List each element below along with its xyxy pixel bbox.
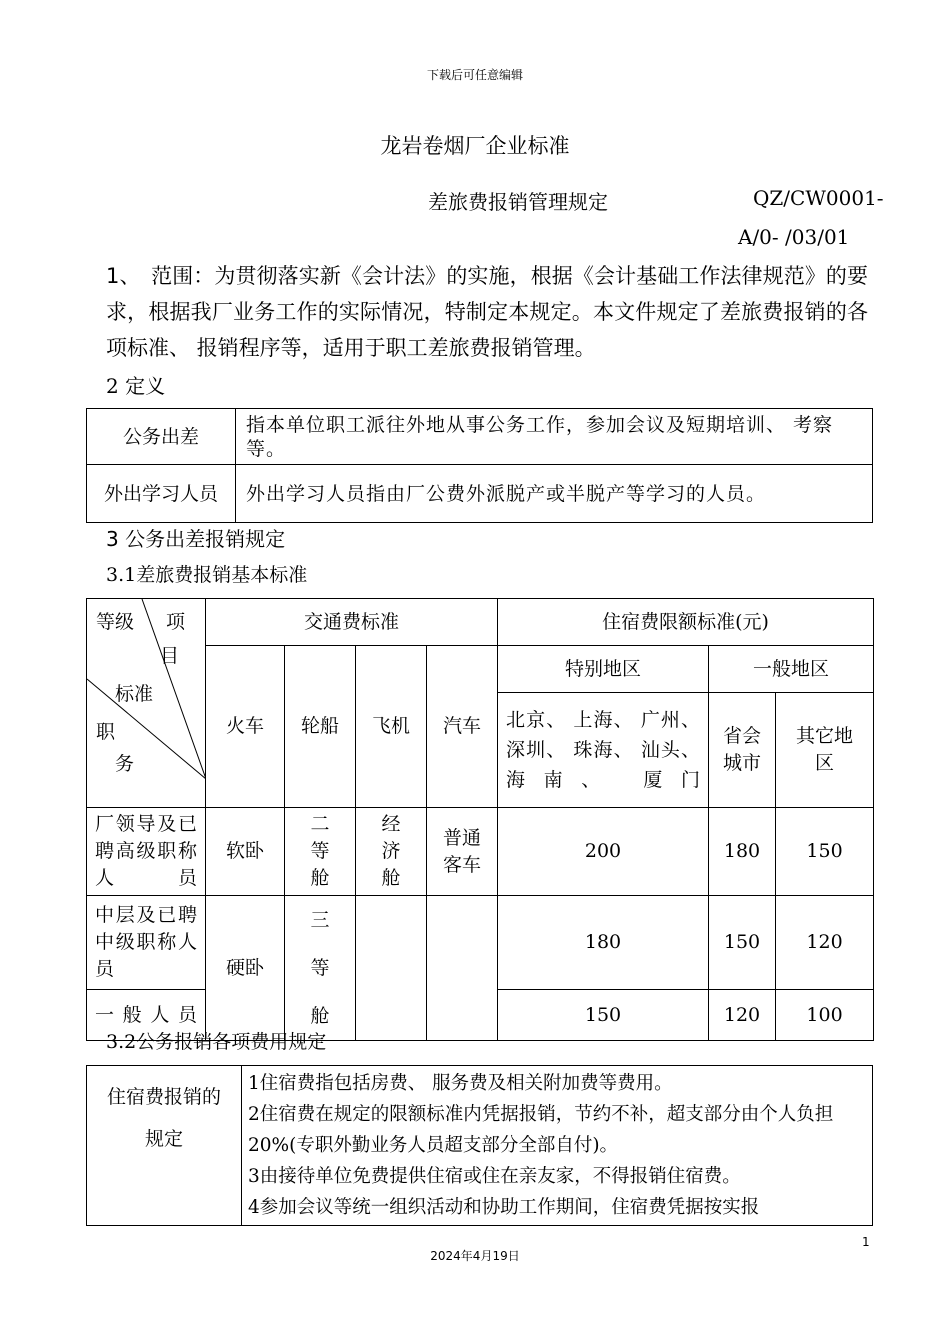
row-duty: 厂领导及已聘高级职称人员 — [87, 808, 206, 896]
row-ship: 三等舱 — [285, 896, 356, 1041]
corner-header-cell — [87, 599, 206, 808]
row-other: 100 — [776, 990, 874, 1041]
rule-term: 住宿费报销的规定 — [87, 1066, 242, 1226]
table-row — [87, 896, 874, 990]
row-plane: 经济舱 — [356, 808, 427, 896]
section-1-paragraph: 1、 范围：为贯彻落实新《会计法》的实施，根据《会计基础工作法律规范》的要求，根据我厂业务工作的实际情况，特制定本规定。本文件规定了差旅费报销的各项标准、 报销程序等，适用于职工差旅费报销管理。 — [106, 264, 868, 360]
document-title: 龙岩卷烟厂企业标准 — [380, 134, 570, 158]
rule-line: 3由接待单位免费提供住宿或住在亲友家，不得报销住宿费。 — [248, 1166, 741, 1187]
section-3-2-title: 3.2公务报销各项费用规定 — [106, 1031, 327, 1053]
page-number: 1 — [862, 1235, 870, 1249]
lodging-header: 住宿费限额标准(元) — [498, 599, 874, 646]
row-duty: 一般人员 — [87, 990, 206, 1041]
table-row — [87, 409, 873, 465]
rule-line: 1住宿费指包括房费、 服务费及相关附加费等费用。 — [248, 1073, 673, 1094]
rule-line: 4参加会议等统一组织活动和协助工作期间，住宿费凭据按实报 — [248, 1197, 760, 1218]
row-train: 硬卧 — [206, 896, 285, 1041]
provincial-city-header: 省会城市 — [709, 693, 776, 808]
corner-item-label-2: 目 — [160, 645, 180, 667]
header-note: 下载后可任意编辑 — [426, 68, 523, 82]
row-bus: 普通客车 — [427, 808, 498, 896]
corner-grade-label: 等级 — [96, 611, 135, 633]
row-special: 200 — [498, 808, 709, 896]
definition-desc: 外出学习人员指由厂公费外派脱产或半脱产等学习的人员。 — [236, 465, 873, 523]
special-region-header: 特别地区 — [498, 646, 709, 693]
definitions-table — [86, 408, 873, 523]
definition-term: 外出学习人员 — [87, 465, 236, 523]
row-plane — [356, 896, 427, 1041]
row-provincial: 120 — [709, 990, 776, 1041]
travel-standard-table — [86, 598, 874, 1041]
row-other: 120 — [776, 896, 874, 990]
row-provincial: 180 — [709, 808, 776, 896]
definition-term: 公务出差 — [87, 409, 236, 465]
row-provincial: 150 — [709, 896, 776, 990]
document-number-line1: QZ/CW0001- — [753, 186, 884, 210]
mode-ship-header: 轮船 — [285, 646, 356, 808]
transport-header: 交通费标准 — [206, 599, 498, 646]
section-2-title: 2 定义 — [106, 374, 166, 398]
table-row — [87, 808, 874, 896]
section-3-1-title: 3.1差旅费报销基本标准 — [106, 564, 308, 586]
special-cities-list: 北京、 上海、 广州、 深圳、 珠海、 汕头、 海南、 厦门 — [498, 693, 709, 808]
mode-train-header: 火车 — [206, 646, 285, 808]
row-bus — [427, 896, 498, 1041]
row-ship: 二等舱 — [285, 808, 356, 896]
row-other: 150 — [776, 808, 874, 896]
corner-duty-label: 职 — [96, 721, 116, 743]
row-special: 150 — [498, 990, 709, 1041]
row-duty: 中层及已聘中级职称人员 — [87, 896, 206, 990]
document-subtitle: 差旅费报销管理规定 — [428, 190, 608, 214]
document-number-line2: A/0- /03/01 — [738, 225, 850, 249]
corner-duty-label-2: 务 — [115, 753, 135, 775]
mode-bus-header: 汽车 — [427, 646, 498, 808]
expense-rules-table — [86, 1065, 873, 1226]
rule-lines — [242, 1066, 873, 1226]
corner-standard-label: 标准 — [115, 683, 154, 705]
footer-date: 2024年4月19日 — [430, 1249, 520, 1263]
other-region-header: 其它地区 — [776, 693, 874, 808]
row-train: 软卧 — [206, 808, 285, 896]
definition-desc: 指本单位职工派往外地从事公务工作，参加会议及短期培训、 考察等。 — [236, 409, 873, 465]
table-row — [87, 465, 873, 523]
general-region-header: 一般地区 — [709, 646, 874, 693]
row-special: 180 — [498, 896, 709, 990]
section-3-title: 3 公务出差报销规定 — [106, 527, 286, 551]
mode-plane-header: 飞机 — [356, 646, 427, 808]
corner-item-label: 项 — [166, 611, 186, 633]
rule-line: 2住宿费在规定的限额标准内凭据报销，节约不补，超支部分由个人负担20%(专职外勤业务人员超支部分全部自付)。 — [248, 1104, 834, 1156]
